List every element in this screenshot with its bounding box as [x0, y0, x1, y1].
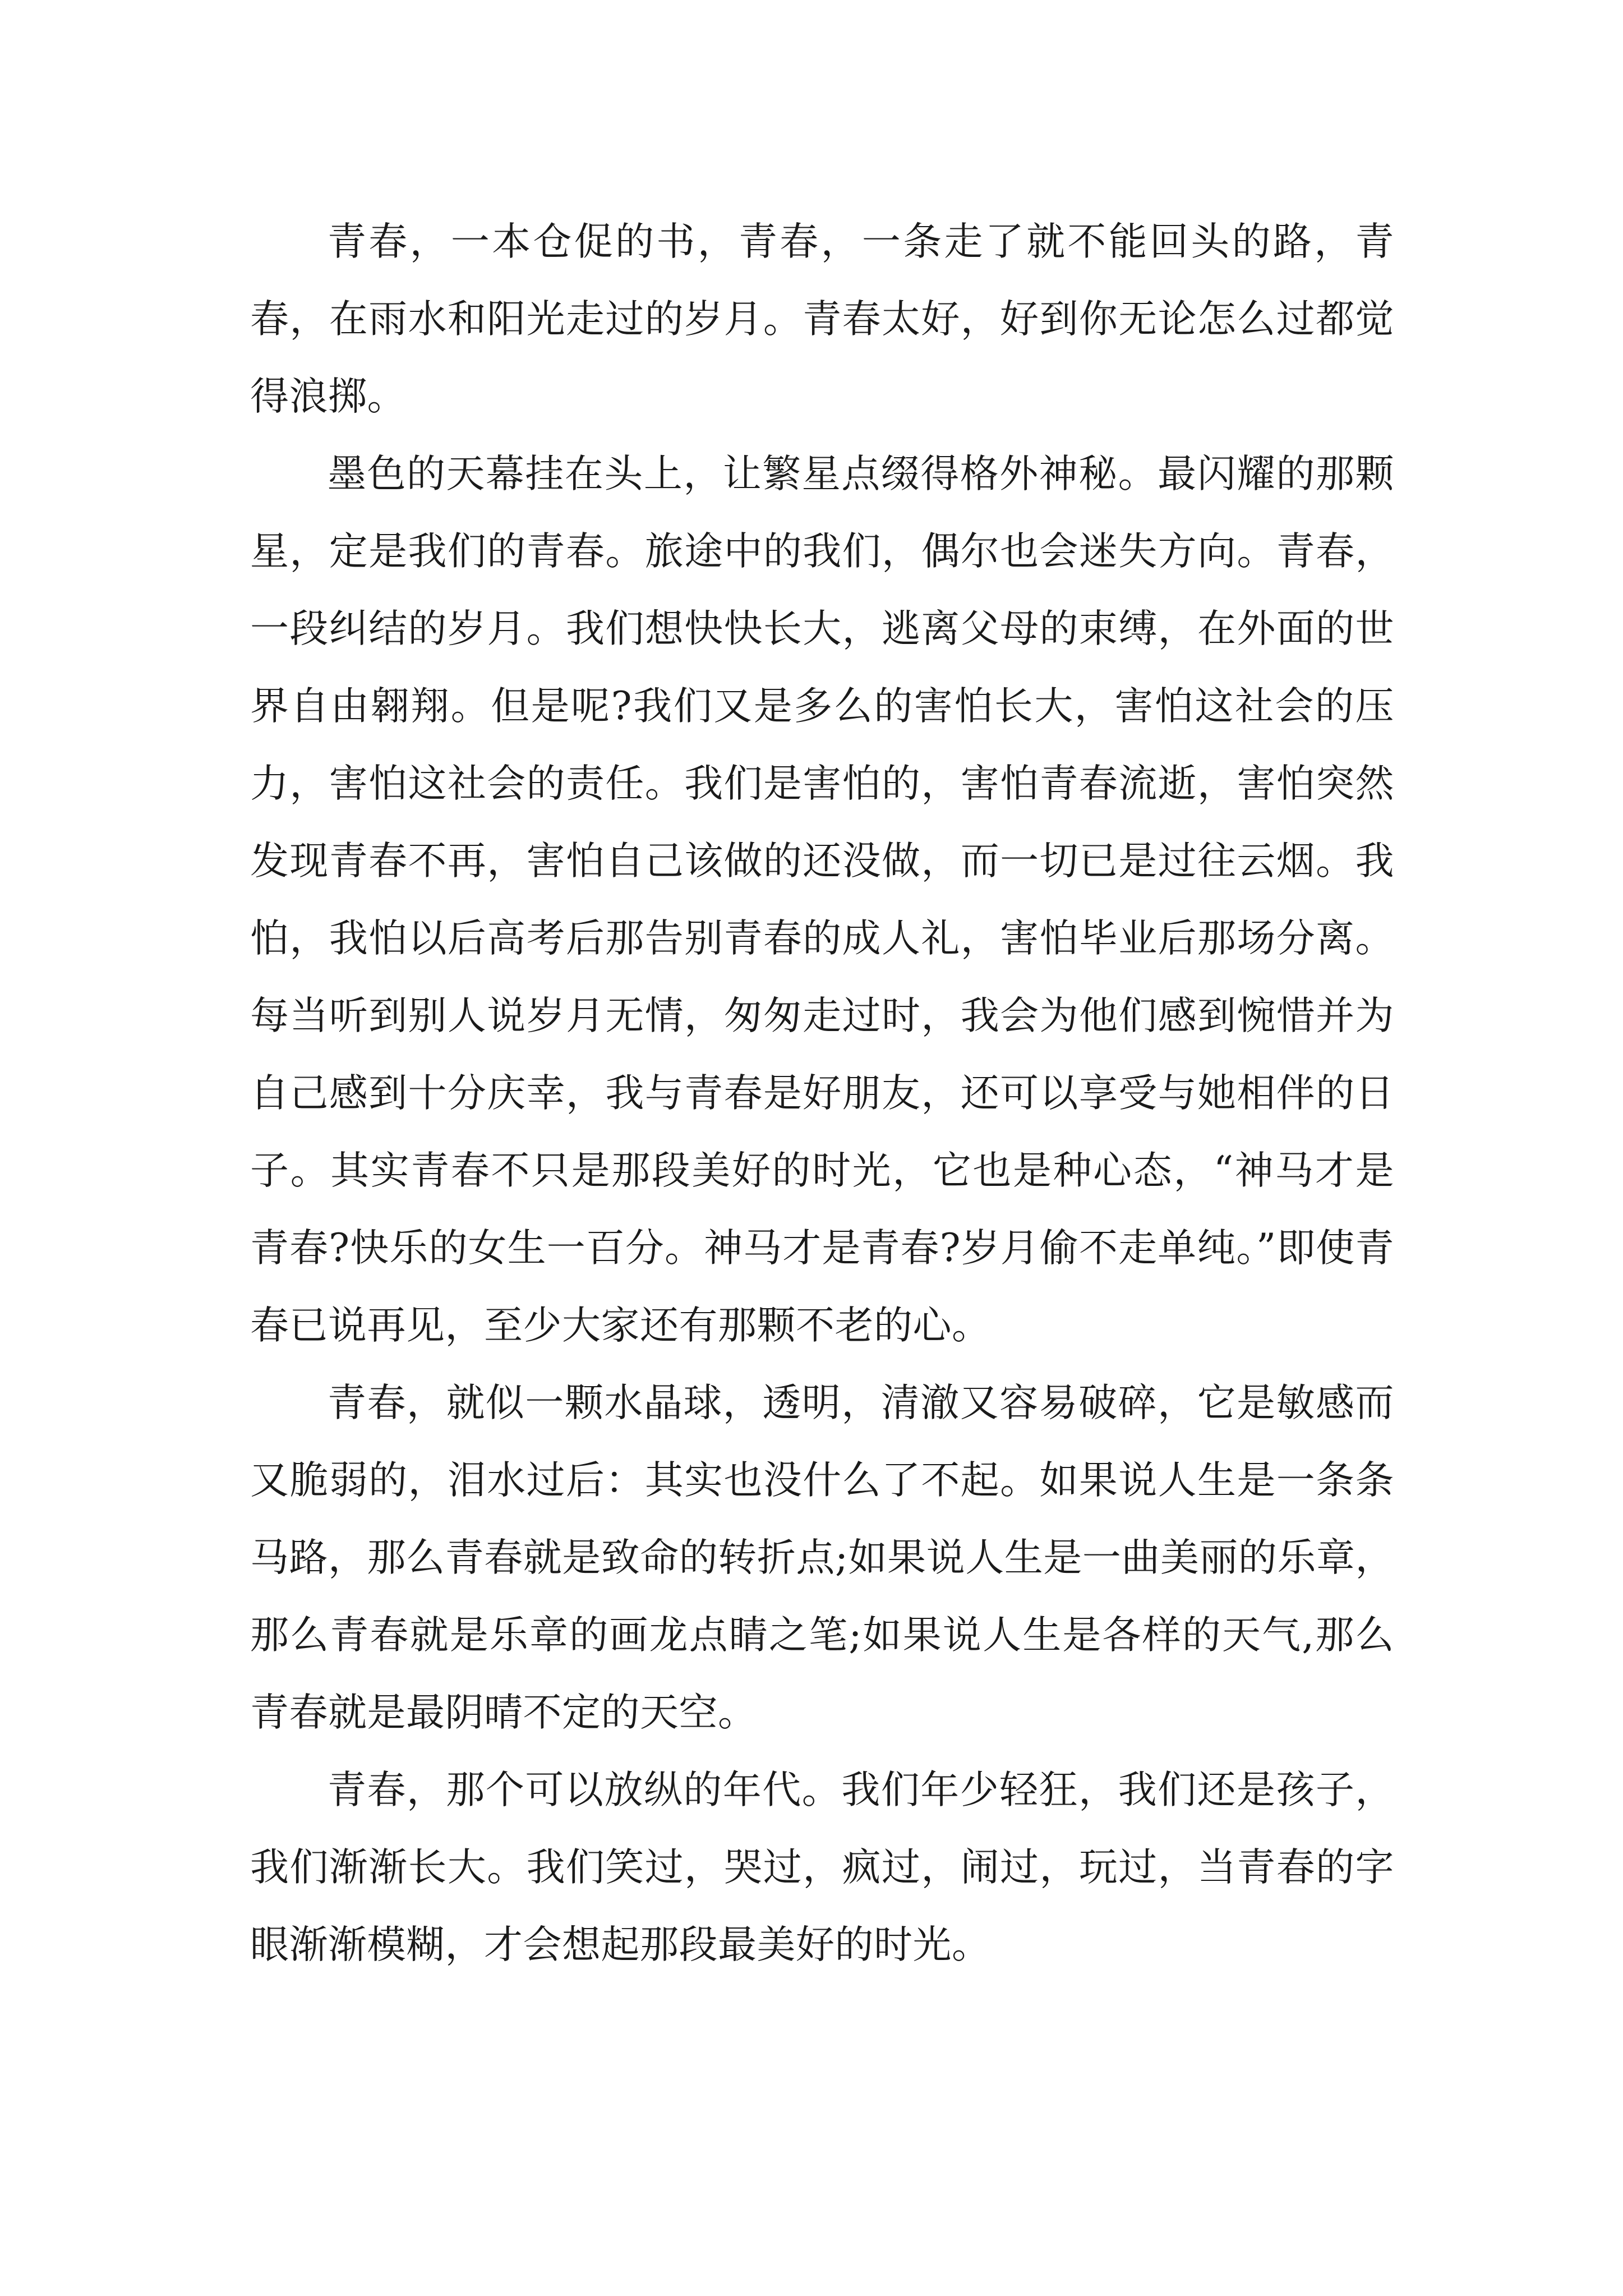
paragraph-1: 青春，一本仓促的书，青春，一条走了就不能回头的路，青春，在雨水和阳光走过的岁月。青春太好，好到你无论怎么过都觉得浪掷。	[250, 219, 1394, 419]
paragraph-2: 墨色的天幕挂在头上，让繁星点缀得格外神秘。最闪耀的那颗星，定是我们的青春。旅途中的我们，偶尔也会迷失方向。青春，一段纠结的岁月。我们想快快长大，逃离父母的束缚，在外面的世界自由翱翔。但是呢?我们又是多么的害怕长大，害怕这社会的压力，害怕这社会的责任。我们是害怕的，害怕青春流逝，害怕突然发现青春不再，害怕自己该做的还没做，而一切已是过往云烟。我怕，我怕以后高考后那告别青春的成人礼，害怕毕业后那场分离。每当听到别人说岁月无情，匆匆走过时，我会为他们感到惋惜并为自己感到十分庆幸，我与青春是好朋友，还可以享受与她相伴的日子。其实青春不只是那段美好的时光，它也是种心态，“神马才是青春?快乐的女生一百分。神马才是青春?岁月偷不走单纯。”即使青春已说再见，至少大家还有那颗不老的心。	[250, 452, 1394, 1348]
document-body	[250, 203, 1394, 1984]
paragraph-3: 青春，就似一颗水晶球，透明，清澈又容易破碎，它是敏感而又脆弱的，泪水过后：其实也没什么了不起。如果说人生是一条条马路，那么青春就是致命的转折点;如果说人生是一曲美丽的乐章，那么青春就是乐章的画龙点睛之笔;如果说人生是各样的天气,那么青春就是最阴晴不定的天空。	[250, 1381, 1394, 1735]
paragraph-4: 青春，那个可以放纵的年代。我们年少轻狂，我们还是孩子，我们渐渐长大。我们笑过，哭过，疯过，闹过，玩过，当青春的字眼渐渐模糊，才会想起那段最美好的时光。	[250, 1768, 1394, 1967]
